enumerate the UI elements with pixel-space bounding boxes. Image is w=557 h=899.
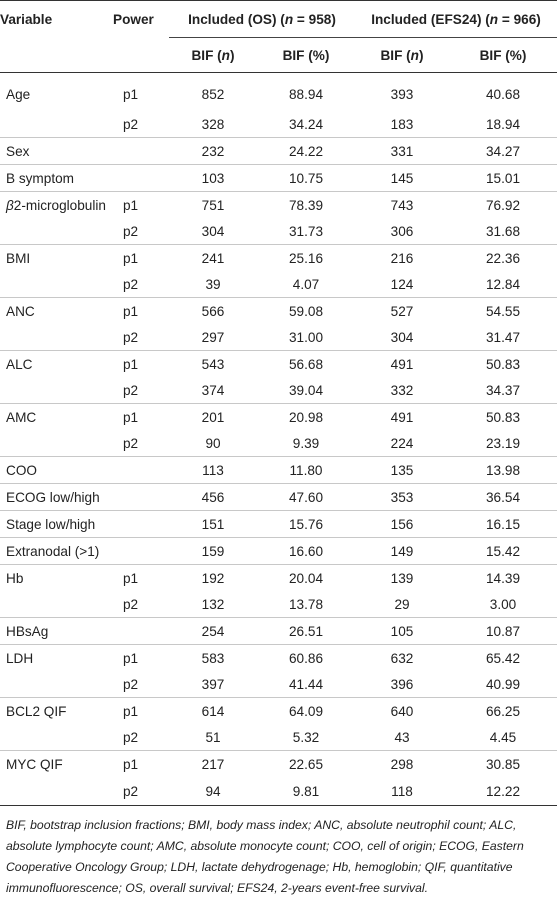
cell-os-bif-n: 397 [201,676,225,692]
cell-efs-bif-n: 491 [355,351,449,378]
cell-efs-bif-pct: 40.68 [485,87,521,102]
cell-os-bif-n: 151 [169,511,257,538]
cell-variable [0,218,113,245]
cell-efs-bif-n: 216 [355,245,449,272]
cell-variable: ANC [0,298,113,325]
cell-os-bif-n: 254 [169,618,257,645]
cell-power: p1 [113,404,169,431]
cell-power: p1 [113,351,169,378]
cell-variable [0,111,113,138]
cell-os-bif-pct: 26.51 [257,618,355,645]
cell-power: p1 [113,751,169,778]
cell-os-bif-pct: 31.73 [288,223,324,239]
table-row [0,618,557,645]
cell-os-bif-n: 113 [169,457,257,484]
table-row [0,271,557,298]
cell-efs-bif-pct: 12.22 [449,777,557,806]
cell-os-bif-pct: 9.81 [257,777,355,806]
cell-efs-bif-n: 306 [390,223,414,239]
cell-efs-bif-pct: 31.68 [485,223,521,239]
cell-efs-bif-pct: 66.25 [449,698,557,725]
cell-variable: BMI [0,245,113,272]
cell-os-bif-n: 132 [201,596,225,612]
table-row [0,245,557,272]
cell-power: p1 [123,87,139,102]
cell-efs-bif-n: 139 [355,565,449,592]
cell-os-bif-n: 543 [169,351,257,378]
table-row [0,73,557,112]
cell-variable: ECOG low/high [0,484,113,511]
cell-os-bif-pct: 31.00 [288,329,324,345]
cell-efs-bif-n: 332 [390,382,414,398]
cell-os-bif-pct: 22.65 [257,751,355,778]
cell-variable [0,324,113,351]
header-efs-bif-n: BIF (n) [355,38,449,73]
cell-efs-bif-pct: 40.99 [485,676,521,692]
cell-efs-bif-pct: 15.01 [449,165,557,192]
cell-efs-bif-n: 118 [355,777,449,806]
cell-efs-bif-n: 224 [390,435,414,451]
cell-variable: Age [6,87,31,102]
cell-efs-bif-pct: 50.83 [449,351,557,378]
header-efs-bif-pct: BIF (%) [449,38,557,73]
cell-efs-bif-pct: 18.94 [485,116,521,132]
cell-efs-bif-n: 491 [355,404,449,431]
cell-os-bif-n: 90 [205,435,221,451]
cell-os-bif-pct: 16.60 [257,538,355,565]
cell-variable: Stage low/high [0,511,113,538]
cell-os-bif-n: 566 [169,298,257,325]
cell-efs-bif-n: 743 [355,192,449,219]
cell-os-bif-pct: 9.39 [292,435,320,451]
cell-os-bif-n: 751 [169,192,257,219]
cell-os-bif-n: 456 [169,484,257,511]
cell-power: p2 [123,329,139,345]
cell-variable: β2-microglobulin [0,192,113,219]
cell-power: p1 [113,698,169,725]
cell-variable [0,671,113,698]
cell-variable: B symptom [0,165,113,192]
cell-efs-bif-n: 632 [355,645,449,672]
cell-power: p2 [123,276,139,292]
cell-power: p1 [113,645,169,672]
cell-efs-bif-n: 149 [355,538,449,565]
cell-power: p2 [113,777,169,806]
cell-efs-bif-pct: 50.83 [449,404,557,431]
cell-os-bif-n: 159 [169,538,257,565]
cell-variable: ALC [0,351,113,378]
cell-power: p2 [123,596,139,612]
table-row [0,377,557,404]
table-row [0,138,557,165]
cell-efs-bif-n: 640 [355,698,449,725]
cell-os-bif-pct: 20.98 [257,404,355,431]
cell-variable [0,591,113,618]
cell-variable [0,271,113,298]
table-row [0,324,557,351]
header-variable: Variable [0,1,113,38]
cell-efs-bif-pct: 12.84 [485,276,521,292]
table-row [0,671,557,698]
table-row [0,430,557,457]
header-os-bif-n: BIF (n) [169,38,257,73]
cell-power: p1 [113,192,169,219]
cell-efs-bif-pct: 22.36 [449,245,557,272]
cell-efs-bif-pct: 16.15 [449,511,557,538]
cell-os-bif-pct: 10.75 [257,165,355,192]
cell-os-bif-pct: 25.16 [257,245,355,272]
cell-os-bif-n: 304 [201,223,225,239]
cell-power [113,457,169,484]
header-blank [0,38,113,73]
cell-power: p2 [123,382,139,398]
table-row [0,484,557,511]
cell-power: p2 [123,676,139,692]
cell-variable [0,430,113,457]
table-row [0,751,557,778]
cell-os-bif-pct: 41.44 [288,676,324,692]
cell-os-bif-pct: 4.07 [292,276,320,292]
cell-variable: BCL2 QIF [0,698,113,725]
cell-variable [0,377,113,404]
cell-efs-bif-n: 156 [355,511,449,538]
cell-power [113,538,169,565]
cell-os-bif-n: 232 [169,138,257,165]
cell-power [113,618,169,645]
table-row [0,457,557,484]
cell-power: p2 [123,116,139,132]
cell-power: p1 [113,565,169,592]
cell-efs-bif-pct: 3.00 [489,596,517,612]
cell-efs-bif-pct: 54.55 [449,298,557,325]
cell-power [113,511,169,538]
cell-os-bif-pct: 78.39 [257,192,355,219]
cell-os-bif-pct: 15.76 [257,511,355,538]
cell-efs-bif-n: 331 [355,138,449,165]
cell-efs-bif-n: 29 [394,596,410,612]
cell-efs-bif-pct: 31.47 [485,329,521,345]
cell-variable [0,724,113,751]
cell-efs-bif-pct: 34.37 [485,382,521,398]
cell-os-bif-n: 583 [169,645,257,672]
cell-power [113,484,169,511]
table-header [0,1,557,73]
table-footnote: BIF, bootstrap inclusion fractions; BMI, body mass index; ANC, absolute neutrophil count; ALC, absolute lymphocyte count; AMC, absolute monocyte count; COO, cell of origin; ECOG, Eastern Cooperative Oncology Group; LDH, lactate dehydrogenage; Hb, hemoglobin; QIF, quantitative immunofluorescence; OS, overall survival; EFS24, 2-years event-free survival. [6,818,524,895]
table-row [0,404,557,431]
cell-efs-bif-n: 135 [355,457,449,484]
cell-power: p2 [123,729,139,745]
cell-efs-bif-pct: 76.92 [449,192,557,219]
table-row [0,218,557,245]
table-body [0,73,557,806]
cell-power: p1 [113,245,169,272]
cell-efs-bif-n: 393 [390,87,414,102]
cell-os-bif-n: 217 [169,751,257,778]
cell-power [113,138,169,165]
cell-power [113,165,169,192]
table-row [0,298,557,325]
cell-efs-bif-pct: 34.27 [449,138,557,165]
cell-power: p2 [123,435,139,451]
cell-efs-bif-n: 105 [355,618,449,645]
cell-efs-bif-n: 396 [390,676,414,692]
cell-os-bif-pct: 34.24 [288,116,324,132]
table-row [0,192,557,219]
cell-os-bif-pct: 47.60 [257,484,355,511]
cell-os-bif-n: 328 [201,116,225,132]
header-group-os: Included (OS) (n = 958) [169,1,355,38]
cell-efs-bif-pct: 15.42 [449,538,557,565]
cell-os-bif-n: 614 [169,698,257,725]
cell-efs-bif-n: 353 [355,484,449,511]
cell-os-bif-n: 103 [169,165,257,192]
cell-efs-bif-pct: 65.42 [449,645,557,672]
cell-os-bif-n: 39 [205,276,221,292]
table-row [0,645,557,672]
cell-os-bif-pct: 24.22 [257,138,355,165]
header-os-bif-pct: BIF (%) [257,38,355,73]
cell-os-bif-pct: 56.68 [257,351,355,378]
table-row [0,165,557,192]
cell-os-bif-n: 374 [201,382,225,398]
cell-os-bif-pct: 20.04 [257,565,355,592]
cell-efs-bif-n: 145 [355,165,449,192]
cell-variable [0,777,113,806]
table-row [0,538,557,565]
cell-os-bif-n: 852 [201,87,225,102]
cell-variable: MYC QIF [0,751,113,778]
cell-variable: Sex [0,138,113,165]
cell-variable: COO [0,457,113,484]
cell-os-bif-n: 201 [169,404,257,431]
cell-os-bif-n: 297 [201,329,225,345]
cell-efs-bif-n: 527 [355,298,449,325]
table-row [0,724,557,751]
header-blank [113,38,169,73]
cell-efs-bif-n: 183 [390,116,414,132]
table-row [0,351,557,378]
cell-efs-bif-pct: 14.39 [449,565,557,592]
cell-efs-bif-n: 124 [390,276,414,292]
cell-variable: HBsAg [0,618,113,645]
cell-efs-bif-pct: 10.87 [449,618,557,645]
cell-power: p2 [123,223,139,239]
header-group-efs: Included (EFS24) (n = 966) [355,1,557,38]
cell-efs-bif-pct: 30.85 [449,751,557,778]
cell-variable: LDH [0,645,113,672]
table-row [0,777,557,806]
cell-variable: AMC [0,404,113,431]
cell-os-bif-pct: 39.04 [288,382,324,398]
cell-os-bif-n: 192 [169,565,257,592]
table-row [0,511,557,538]
cell-os-bif-pct: 59.08 [257,298,355,325]
cell-os-bif-n: 94 [169,777,257,806]
cell-os-bif-pct: 5.32 [292,729,320,745]
cell-efs-bif-n: 298 [355,751,449,778]
cell-variable: Hb [0,565,113,592]
cell-os-bif-pct: 11.80 [257,457,355,484]
table-row [0,565,557,592]
table-row [0,698,557,725]
cell-os-bif-pct: 64.09 [257,698,355,725]
cell-efs-bif-n: 304 [390,329,414,345]
cell-os-bif-pct: 88.94 [288,87,324,102]
cell-efs-bif-pct: 23.19 [485,435,521,451]
cell-os-bif-pct: 60.86 [257,645,355,672]
cell-efs-bif-n: 43 [394,729,410,745]
table-row [0,111,557,138]
header-power: Power [113,1,169,38]
cell-variable: Extranodal (>1) [0,538,113,565]
cell-os-bif-pct: 13.78 [288,596,324,612]
cell-power: p1 [113,298,169,325]
table-row [0,591,557,618]
cell-efs-bif-pct: 13.98 [449,457,557,484]
cell-os-bif-n: 51 [205,729,221,745]
cell-efs-bif-pct: 36.54 [449,484,557,511]
cell-efs-bif-pct: 4.45 [489,729,517,745]
cell-os-bif-n: 241 [169,245,257,272]
